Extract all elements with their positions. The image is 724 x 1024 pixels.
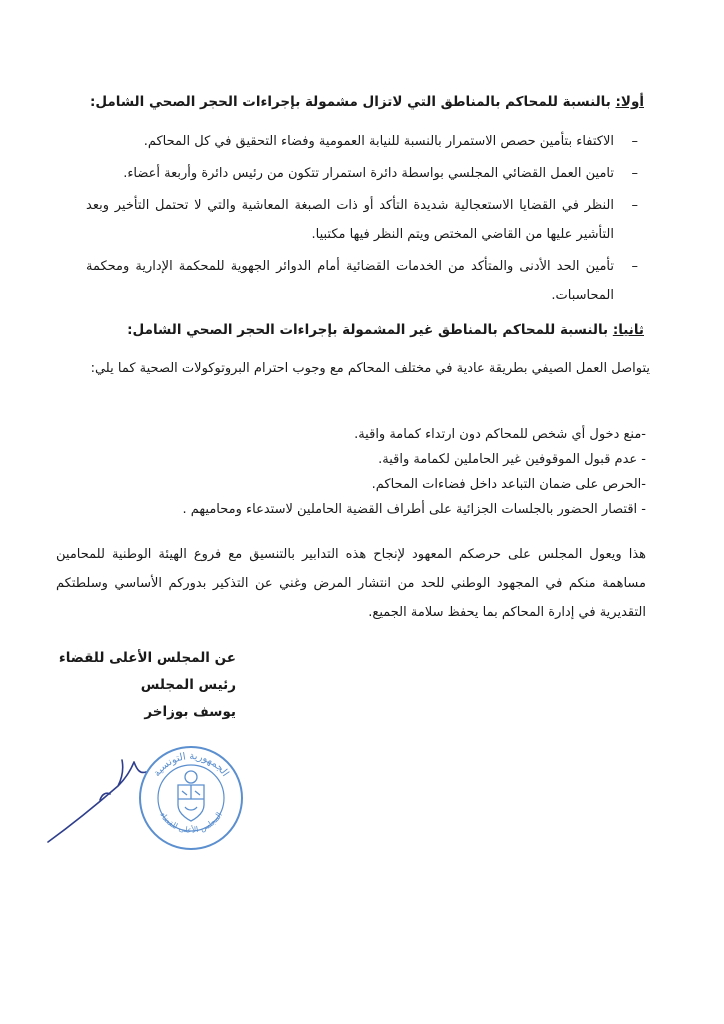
list-item-text: تأمين الحد الأدنى والمتأكد من الخدمات القضائية أمام الدوائر الجهوية للمحكمة الإدارية ومحكمة المحاسبات. [86,259,614,303]
list-item: - اقتصار الحضور بالجلسات الجزائية على أطراف القضية الحاملين لاستدعاء ومحاميهم . [182,502,646,517]
closing-paragraph: هذا ويعول المجلس على حرصكم المعهود لإنجاح هذه التدابير بالتنسيق مع فروع الهيئة الوطنية للمحامين مساهمة منكم في المجهود الوطني للحد من انتشار المرض وغني عن التذكير بدوركم الأساسي وسلطتكم التقديرية في إدارة المحاكم بما يحفظ سلامة الجميع. [56,547,646,620]
signature-institution: عن المجلس الأعلى للقضاء [58,650,236,666]
seal-bottom-text: المجلس الأعلى للقضاء [157,810,225,835]
list-item: - عدم قبول الموقوفين غير الحاملين لكمامة واقية. [378,452,646,467]
coat-of-arms-icon [178,771,204,821]
bullet-dash: – [631,259,638,274]
list-item: -الحرص على ضمان التباعد داخل فضاءات المحاكم. [371,477,646,492]
section1-lead: أولا: [615,94,644,110]
bullet-dash: – [631,166,638,181]
list-item [86,191,646,249]
signature-block [56,645,236,726]
section1-list [86,127,646,310]
section2-heading [64,320,644,340]
section2-title: بالنسبة للمحاكم بالمناطق غير المشمولة بإجراءات الحجر الصحي الشامل: [127,322,613,338]
section1-title: بالنسبة للمحاكم بالمناطق التي لاتزال مشمولة بإجراءات الحجر الصحي الشامل: [89,94,616,110]
list-item [86,252,646,310]
list-item [86,127,646,156]
list-item-text: الاكتفاء بتأمين حصص الاستمرار بالنسبة للنيابة العمومية وفضاء التحقيق في كل المحاكم. [143,134,614,149]
seal-top-text: الجمهورية التونسية [151,750,231,779]
list-item-text: تامين العمل القضائي المجلسي بواسطة دائرة استمرار تتكون من رئيس دائرة وأربعة أعضاء. [123,166,614,181]
section2-list [66,422,646,522]
handwritten-signature [40,748,150,848]
section1-heading [64,92,644,112]
list-item: -منع دخول أي شخص للمحاكم دون ارتداء كمامة واقية. [354,427,646,442]
list-item [86,159,646,188]
signature-title: رئيس المجلس [140,677,236,693]
bullet-dash: – [631,134,638,149]
official-seal-icon [138,745,244,851]
bullet-dash: – [631,198,638,213]
section2-intro: يتواصل العمل الصيفي بطريقة عادية في مختلف المحاكم مع وجوب احترام البروتوكولات الصحية كما يلي: [90,361,650,376]
signature-name: يوسف بوزاخر [144,704,236,720]
list-item-text: النظر في القضايا الاستعجالية شديدة التأكد أو ذات الصبغة المعاشية والتي لا تحتمل التأخير وبعد التأشير عليها من القاضي المختص ويتم النظر فيها مكتبيا. [86,198,614,242]
section2-lead: ثانيا: [612,322,644,338]
